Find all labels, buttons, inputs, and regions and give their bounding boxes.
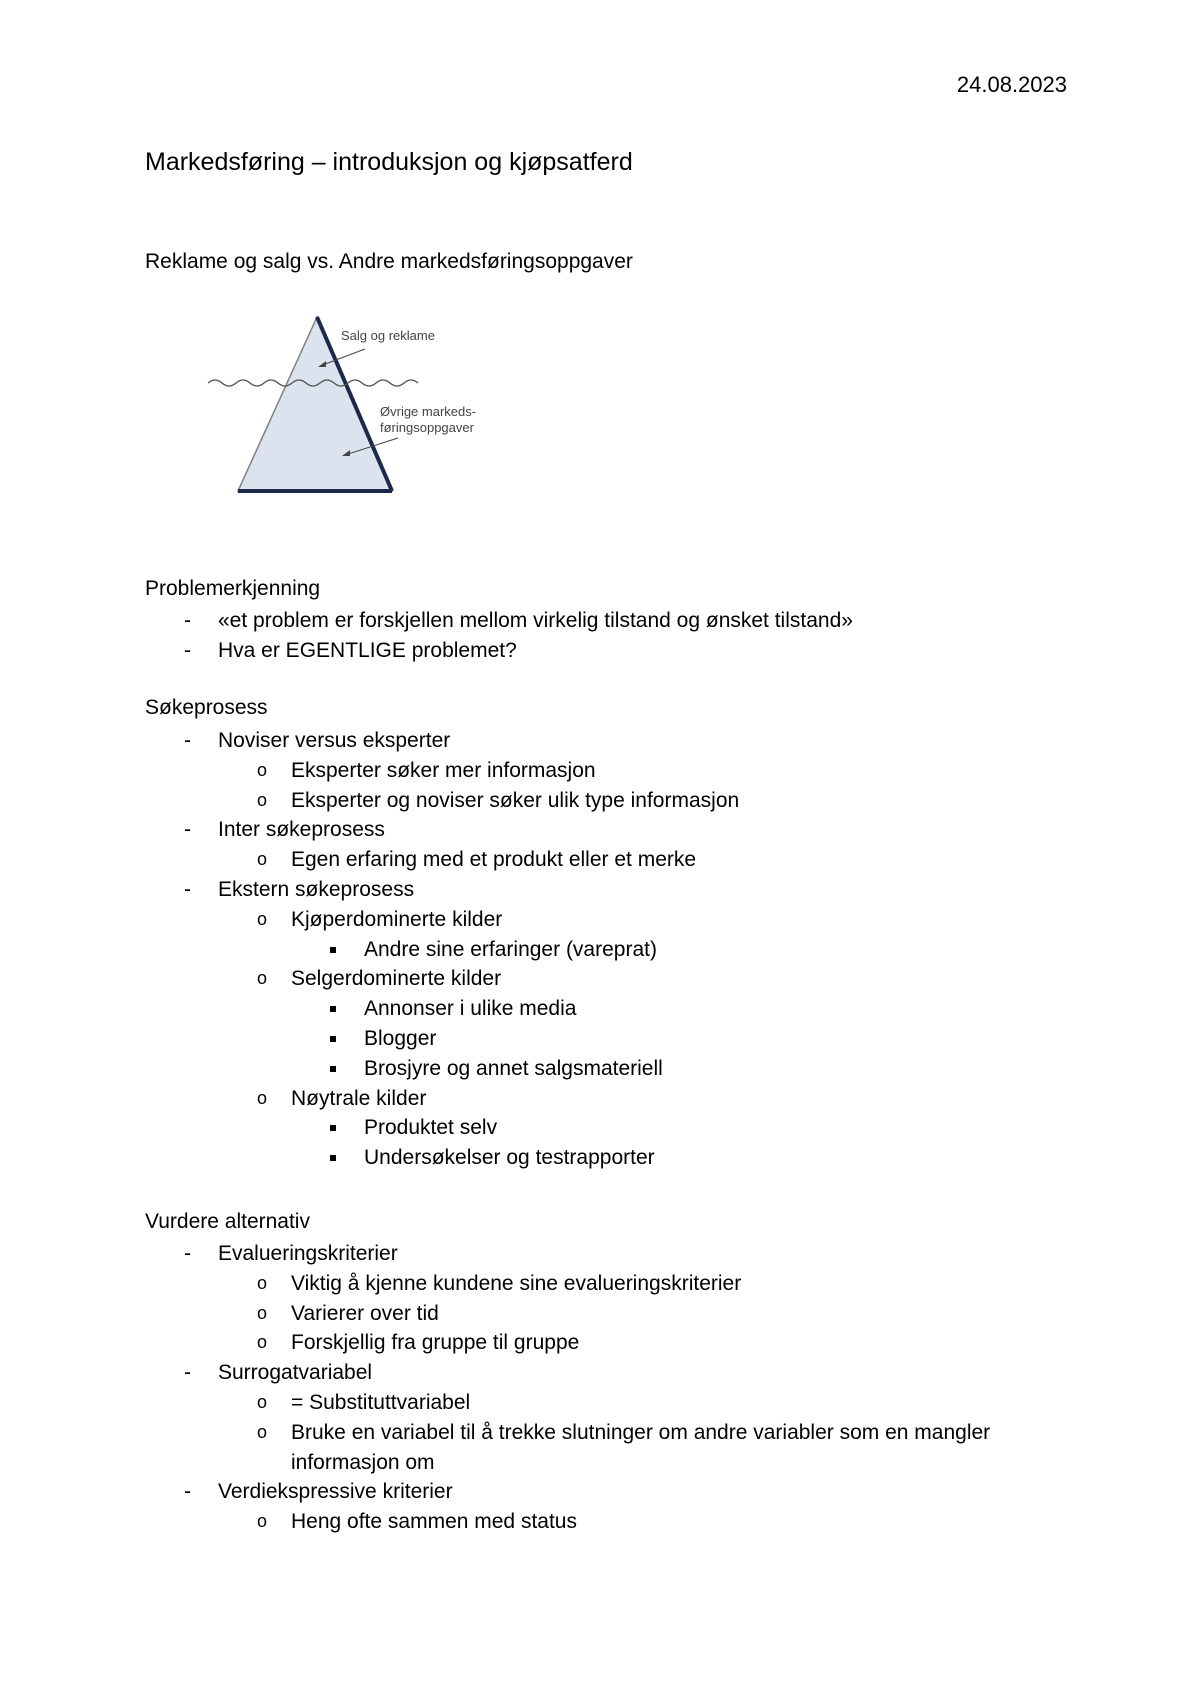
list-item: - Ekstern søkeprosess	[145, 875, 1075, 905]
list-item: - Evalueringskriterier	[145, 1239, 1075, 1269]
dash-marker: -	[184, 1242, 191, 1265]
list-item: Produktet selv	[145, 1113, 1075, 1143]
list-item: o Varierer over tid	[145, 1299, 1075, 1329]
list-item: Brosjyre og annet salgsmateriell	[145, 1054, 1075, 1084]
list-item: o = Substituttvariabel	[145, 1388, 1075, 1418]
dash-marker: -	[184, 1480, 191, 1504]
circle-marker: o	[257, 1272, 268, 1293]
dash-marker: -	[184, 638, 191, 662]
circle-marker: o	[257, 1302, 268, 1323]
list-item: Blogger	[145, 1024, 1075, 1054]
list-item: - Verdiekspressive kriterier	[145, 1477, 1075, 1507]
document-date: 24.08.2023	[956, 72, 1067, 97]
dash-marker: -	[184, 1361, 191, 1385]
list-item: - Surrogatvariabel	[145, 1358, 1075, 1388]
circle-marker: o	[257, 789, 268, 810]
circle-marker: o	[257, 1421, 268, 1442]
circle-marker: o	[257, 968, 268, 989]
dash-marker: -	[184, 877, 191, 901]
square-bullet-icon	[330, 1024, 336, 1042]
square-bullet-icon	[330, 1113, 336, 1131]
section-heading-search: Søkeprosess	[145, 696, 268, 719]
list-item: o Egen erfaring med et produkt eller et merke	[145, 845, 1075, 875]
iceberg-diagram	[200, 305, 500, 505]
square-bullet-icon	[330, 1143, 336, 1161]
list-item: o Heng ofte sammen med status	[145, 1507, 1075, 1537]
list-item: o Eksperter søker mer informasjon	[145, 756, 1075, 786]
circle-marker: o	[257, 1332, 268, 1353]
dash-marker: -	[184, 818, 191, 842]
iceberg-label-bottom-1: Øvrige markeds-	[380, 404, 477, 419]
list-item: o Eksperter og noviser søker ulik type informasjon	[145, 786, 1075, 816]
list-item: o Kjøperdominerte kilder	[145, 905, 1075, 935]
iceberg-label-bottom-2: føringsoppgaver	[380, 420, 474, 435]
list-item: - Noviser versus eksperter	[145, 726, 1075, 756]
list-item: - Inter søkeprosess	[145, 815, 1075, 845]
square-bullet-icon	[330, 1054, 336, 1072]
search-list	[145, 726, 1075, 1173]
section-heading-evaluate: Vurdere alternativ	[145, 1210, 310, 1233]
circle-marker: o	[257, 1391, 268, 1412]
list-item: Andre sine erfaringer (vareprat)	[145, 935, 1075, 965]
list-item: Annonser i ulike media	[145, 994, 1075, 1024]
circle-marker: o	[257, 1511, 268, 1532]
iceberg-label-top: Salg og reklame	[341, 328, 435, 343]
document-title: Markedsføring – introduksjon og kjøpsatferd	[145, 148, 633, 176]
dash-marker: -	[184, 729, 191, 752]
list-item: Undersøkelser og testrapporter	[145, 1143, 1075, 1173]
list-item: o Forskjellig fra gruppe til gruppe	[145, 1328, 1075, 1358]
problem-list	[145, 606, 1075, 666]
circle-marker: o	[257, 759, 268, 780]
section-heading-advertising: Reklame og salg vs. Andre markedsføringsoppgaver	[145, 250, 633, 273]
circle-marker: o	[257, 908, 268, 929]
circle-marker: o	[257, 849, 268, 870]
evaluate-list	[145, 1239, 1075, 1537]
square-bullet-icon	[330, 994, 336, 1012]
square-bullet-icon	[330, 935, 336, 953]
circle-marker: o	[257, 1087, 268, 1108]
dash-marker: -	[184, 609, 191, 632]
iceberg-shape	[238, 317, 392, 491]
list-item: o Selgerdominerte kilder	[145, 964, 1075, 994]
list-item: o Viktig å kjenne kundene sine evalueringskriterier	[145, 1269, 1075, 1299]
list-item: o Bruke en variabel til å trekke slutninger om andre variabler som en mangler informasjon om	[145, 1418, 1075, 1478]
section-heading-problem: Problemerkjenning	[145, 577, 321, 600]
list-item: o Nøytrale kilder	[145, 1084, 1075, 1114]
list-item: - «et problem er forskjellen mellom virkelig tilstand og ønsket tilstand»	[145, 606, 1075, 636]
list-item: - Hva er EGENTLIGE problemet?	[145, 636, 1075, 666]
